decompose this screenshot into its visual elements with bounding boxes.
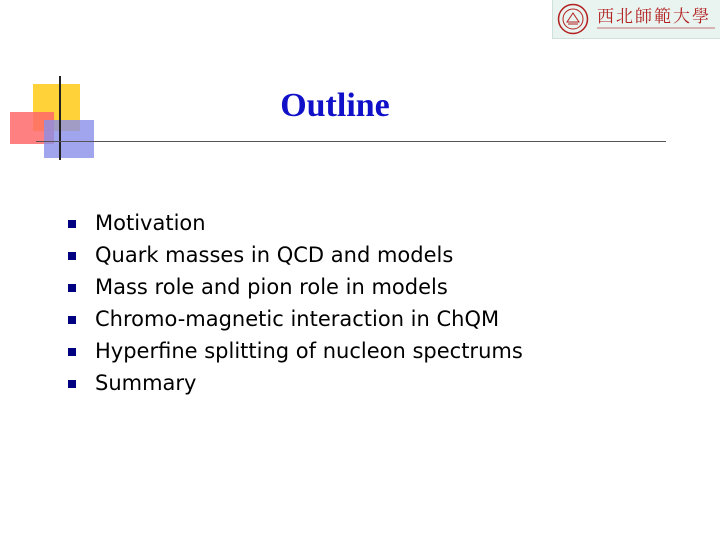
university-subtitle-decoration xyxy=(597,24,715,32)
list-item xyxy=(64,303,523,335)
decorative-blue-square xyxy=(44,120,94,158)
university-seal-icon xyxy=(557,3,589,35)
list-item xyxy=(64,335,523,367)
list-item xyxy=(64,207,523,239)
slide-title: Outline xyxy=(280,87,390,124)
decorative-vertical-line xyxy=(59,76,61,160)
square-bullet-icon xyxy=(68,220,76,228)
outline-list xyxy=(64,207,523,399)
list-item-label: Mass role and pion role in models xyxy=(95,275,448,299)
square-bullet-icon xyxy=(68,284,76,292)
square-bullet-icon xyxy=(68,348,76,356)
list-item-label: Summary xyxy=(95,371,197,395)
list-item-label: Quark masses in QCD and models xyxy=(95,243,454,267)
university-name: 西北師範大學 xyxy=(597,7,711,27)
list-item-label: Hyperfine splitting of nucleon spectrums xyxy=(95,339,523,363)
title-divider-line xyxy=(36,141,666,142)
list-item-label: Chromo-magnetic interaction in ChQM xyxy=(95,307,500,331)
square-bullet-icon xyxy=(68,380,76,388)
list-item xyxy=(64,271,523,303)
list-item xyxy=(64,239,523,271)
square-bullet-icon xyxy=(68,252,76,260)
list-item xyxy=(64,367,523,399)
list-item-label: Motivation xyxy=(95,211,206,235)
square-bullet-icon xyxy=(68,316,76,324)
university-logo xyxy=(552,0,720,39)
